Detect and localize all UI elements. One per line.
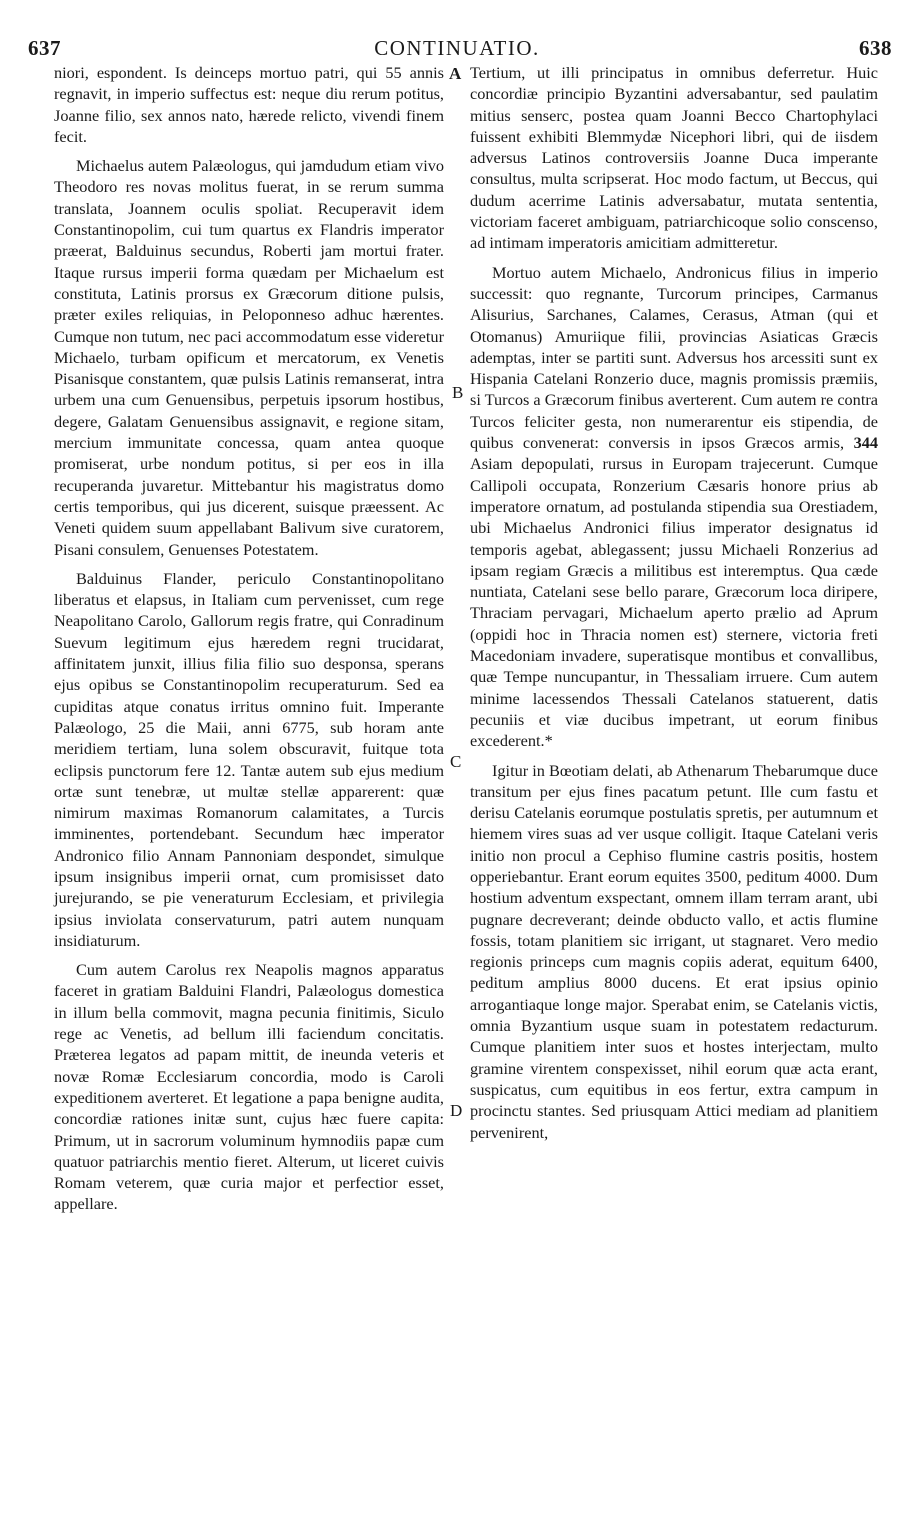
paragraph: niori, espondent. Is deinceps mortuo patri, qui 55 annis regnavit, in imperio suffectus est: neque diu rerum potitus, Joanne filio, sex annos nato, hærede relicto, vivendi finem fecit. — [54, 63, 444, 146]
running-title: CONTINUATIO. — [374, 36, 540, 60]
page-reference-marker: 344 — [853, 433, 878, 453]
paragraph: Michaelus autem Palæologus, qui jamdudum etiam vivo Theodoro res novas molitus fuerat, in se rerum summa translata, Joannem oculis spoliat. Recuperavit idem Constantinopolim, cui tum quartus ex Flandris imperator præerat, Balduinus secundus, Roberti jam mortui frater. Itaque rursus imperii forma quædam per Michaelum est constituta, Latinis prorsus ex Græcorum ditione pulsis, præter exiles reliquias, in Peloponneso adhuc hærentes. Cumque non tutum, nec paci accommodatum esse videretur Michaelo, turbam opificum et mercatorum, ex Venetis Pisanisque constantem, quæ pulsis Latinis remanserat, intra urbem una cum Genuensibus, perpetuis ipsorum hostibus, degere, Galatam Genuensibus assignavit, e regione sitam, mercium immunitate concessa, quam antea quoque promiserat, urbe nondum potitus, si per eos in illa recuperanda juvaretur. Mittebantur his magistratus domo certis temporibus, qui jus dicerent, suisque præessent. Ac Veneti quidem suum appellabant Balivum sive curatorem, Pisani consulem, Genuenses Potestatem. — [54, 156, 444, 559]
margin-marker-d: D — [450, 1101, 463, 1120]
margin-marker-b: B — [452, 383, 464, 402]
margin-marker-c: C — [450, 752, 462, 771]
page-number-right: 638 — [859, 36, 892, 60]
left-column — [54, 62, 444, 1223]
paragraph: Tertium, ut illi principatus in omnibus deferretur. Huic concordiæ principio Byzantini adversabantur, sed paulatim mitius senserc, postea quam Joanni Becco Chartophylaci fuissent exhibiti Blemmydæ Nicephori libri, qui de iisdem adversus Latinos controversiis Joanne Duca imperante consultus, multa scripserat. Hoc modo factum, ut Beccus, qui dudum acerrime Latinis adversabatur, mutata sententia, victoriam faceret ambiguam, patriarchicoque solio conscenso, ad intimam imperatoris amicitiam admitteretur. — [470, 63, 878, 253]
page-number-left: 637 — [28, 36, 61, 60]
paragraph: Igitur in Bœotiam delati, ab Athenarum Thebarumque duce transitum per ejus fines pacatum petunt. Ille cum fastu et derisu Catelanis eorumque postulatis spretis, per autumnum et hiemem vires suas ad ver usque colligit. Itaque Catelani veris initio non procul a Cephiso flumine castris positis, hostem opperiebantur. Erant eorum equites 3500, peditum 4000. Dum hostium adventum exspectant, omnem illam terram arant, ubi pugnare decreverant; deinde obducto vallo, et actis flumine fossis, totam planitiem sic irrigant, ut stagnaret. Vero medio regionis princeps cum magnis copiis aderat, equitum 6400, peditum amplius 8000 ducens. Et erat ipsius opinio arrogantiaque longe major. Sperabat enim, se Catelanis victis, omnia Byzantium usque suam in potestatem redacturum. Cumque planitiem inter suos et hostes interjectam, multo gramine virentem conspexisset, nihil eorum quæ acta erant, suspicatus, cum equitibus in eos fertur, extra campum in procinctu stantes. Sed priusquam Attici mediam ad planitiem pervenirent, — [470, 760, 878, 1142]
margin-marker-a: A — [449, 64, 462, 83]
right-column — [470, 62, 878, 1151]
paragraph: Cum autem Carolus rex Neapolis magnos apparatus faceret in gratiam Balduini Flandri, Palæologus domestica in illum bella commovit, magna pecunia finitimis, Siculo rege ac Venetis, ad bellum illi faciendum concitatis. Præterea legatos ad papam mittit, de ineunda veteris et novæ Romæ Ecclesiarum concordia, modo is Caroli expeditionem averteret. Et legatione a papa benigne audita, concordiæ rationes initæ sunt, cujus hæc fuere capita: Primum, ut in sacrorum voluminum hymnodiis papæ cum quatuor patriarchis mentio fieret. Alterum, ut liceret cuivis Romam veterem, quæ curia major et perfectior esset, appellare. — [54, 960, 444, 1214]
paragraph: Mortuo autem Michaelo, Andronicus filius in imperio successit: quo regnante, Turcorum principes, Carmanus Alisurius, Sarchanes, Calames, Cerasus, Atman (qui et Otomanus) Amuriique filii, provincias Asiaticas Græcis ademptas, inter se partiti sunt. Adversus hos arcessiti sunt ex Hispania Catelani Ronzerio duce, magnis promissis præmiis, si Turcos a Græcorum finibus averterent. Cum autem re contra Turcos feliciter gesta, non numerarentur eis stipendia, de quibus convenerat: conversis in ipsos Græcos armis, 344 Asiam depopulati, rursus in Europam trajecerunt. Cumque Callipoli occupata, Ronzerium Cæsaris honore prius ab imperatore ornatum, ad postulanda stipendia sua Orestiadem, ubi Michaelus Andronici filius imperator designatus id temporis agebat, ablegassent; jussu Michaeli Ronzerius ad ipsam regiam Græcis a militibus est interemptus. Qua cæde nuntiata, Catelani sese bello parare, Græcorum loca diripere, Thraciam pervagari, Michaelum aperto prælio ad Aprum (oppidi hoc in Thracia nomen est) sternere, victoria freti Macedoniam invadere, superatisque montibus et convallibus, quæ Tempe nuncupantur, in Thessaliam irruere. Cum autem minime lacessendos Thessali Catelanos statuerent, datis pecuniis et viæ ducibus impetrant, ut eorum finibus excederent.* — [470, 262, 878, 751]
paragraph: Balduinus Flander, periculo Constantinopolitano liberatus et elapsus, in Italiam cum pervenisset, cum rege Neapolitano Carolo, Gallorum regis fratre, qui Conradinum Suevum legitimum ejus hæredem regni trucidarat, affinitatem junxit, illius filia filio suo desponsa, sperans ejus opibus se Constantinopolim recuperaturum. Sed ea cupiditas atque conatus irritus omnino fuit. Imperante Palæologo, 25 die Maii, anni 6775, sub horam ante meridiem tertiam, luna solem obscuravit, fuitque tota eclipsis punctorum fere 12. Tantæ autem sub ejus medium ortæ sunt tenebræ, ut multæ stellæ apparerent: quæ nimirum maximas Romanorum calamitates, a Turcis imminentes, portendebant. Secundum hæc imperator Andronico filio Annam Pannoniam despondet, simulque ipsum insignibus imperii ornat, cum promisisset dato jurejurando, se pie veneraturum Ecclesiam, et privilegia ipsius inviolata conservaturum, patri autem nunquam insidiaturum. — [54, 568, 444, 950]
